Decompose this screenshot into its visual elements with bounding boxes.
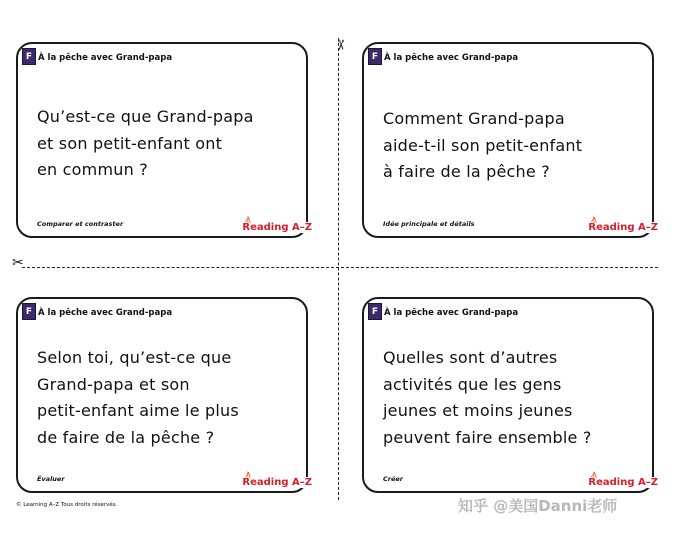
sun-icon: ⁄|\ [592, 471, 596, 479]
question-line: et son petit-enfant ont [37, 133, 223, 153]
question-line: aide-t-il son petit-enfant [383, 135, 583, 155]
horizontal-cut-line [22, 267, 658, 268]
level-badge: F [368, 303, 382, 320]
question-text [37, 345, 299, 451]
question-card [362, 297, 658, 493]
question-line: Comment Grand-papa [383, 109, 565, 128]
question-line: activités que les gens [383, 374, 562, 394]
skill-label: Idée principale et détails [383, 220, 475, 228]
skill-label: Comparer et contraster [37, 220, 124, 228]
scissors-icon: ✂ [331, 39, 348, 51]
reading-az-logo: ⁄|\ Reading A–Z [588, 216, 658, 233]
reading-az-logo: ⁄|\ Reading A–Z [242, 471, 312, 488]
book-title: À la pêche avec Grand-papa [384, 308, 519, 318]
question-line: peuvent faire ensemble ? [383, 427, 592, 447]
skill-label: Évaluer [37, 475, 65, 483]
book-title: À la pêche avec Grand-papa [384, 53, 519, 63]
book-title: À la pêche avec Grand-papa [38, 308, 173, 318]
sun-icon: ⁄|\ [246, 216, 250, 224]
level-badge: F [368, 48, 382, 65]
question-line: Qu’est-ce que Grand-papa [37, 107, 254, 126]
question-line: jeunes et moins jeunes [383, 401, 573, 420]
scissors-icon: ✂ [12, 255, 24, 271]
reading-az-logo: ⁄|\ Reading A–Z [242, 216, 312, 233]
sun-icon: ⁄|\ [592, 216, 596, 224]
question-line: Quelles sont d’autres [383, 348, 558, 367]
reading-az-logo: ⁄|\ Reading A–Z [588, 471, 658, 488]
question-line: Selon toi, qu’est-ce que [37, 348, 232, 367]
question-line: Grand-papa et son [37, 374, 190, 394]
question-line: à faire de la pêche ? [383, 162, 550, 181]
question-card [16, 42, 312, 238]
question-line: petit-enfant aime le plus [37, 401, 239, 420]
question-card [362, 42, 658, 238]
skill-label: Créer [383, 475, 403, 483]
question-text [383, 345, 645, 451]
vertical-cut-line [338, 38, 339, 500]
question-text [383, 106, 645, 186]
copyright-notice: © Learning A–Z Tous droits réservés. [16, 502, 118, 508]
level-badge: F [22, 303, 36, 320]
question-card [16, 297, 312, 493]
book-title: À la pêche avec Grand-papa [38, 53, 173, 63]
question-text [37, 104, 299, 184]
question-line: en commun ? [37, 160, 148, 179]
watermark: 知乎 @美国Danni老师 [458, 497, 618, 515]
sun-icon: ⁄|\ [246, 471, 250, 479]
question-line: de faire de la pêche ? [37, 427, 215, 447]
level-badge: F [22, 48, 36, 65]
